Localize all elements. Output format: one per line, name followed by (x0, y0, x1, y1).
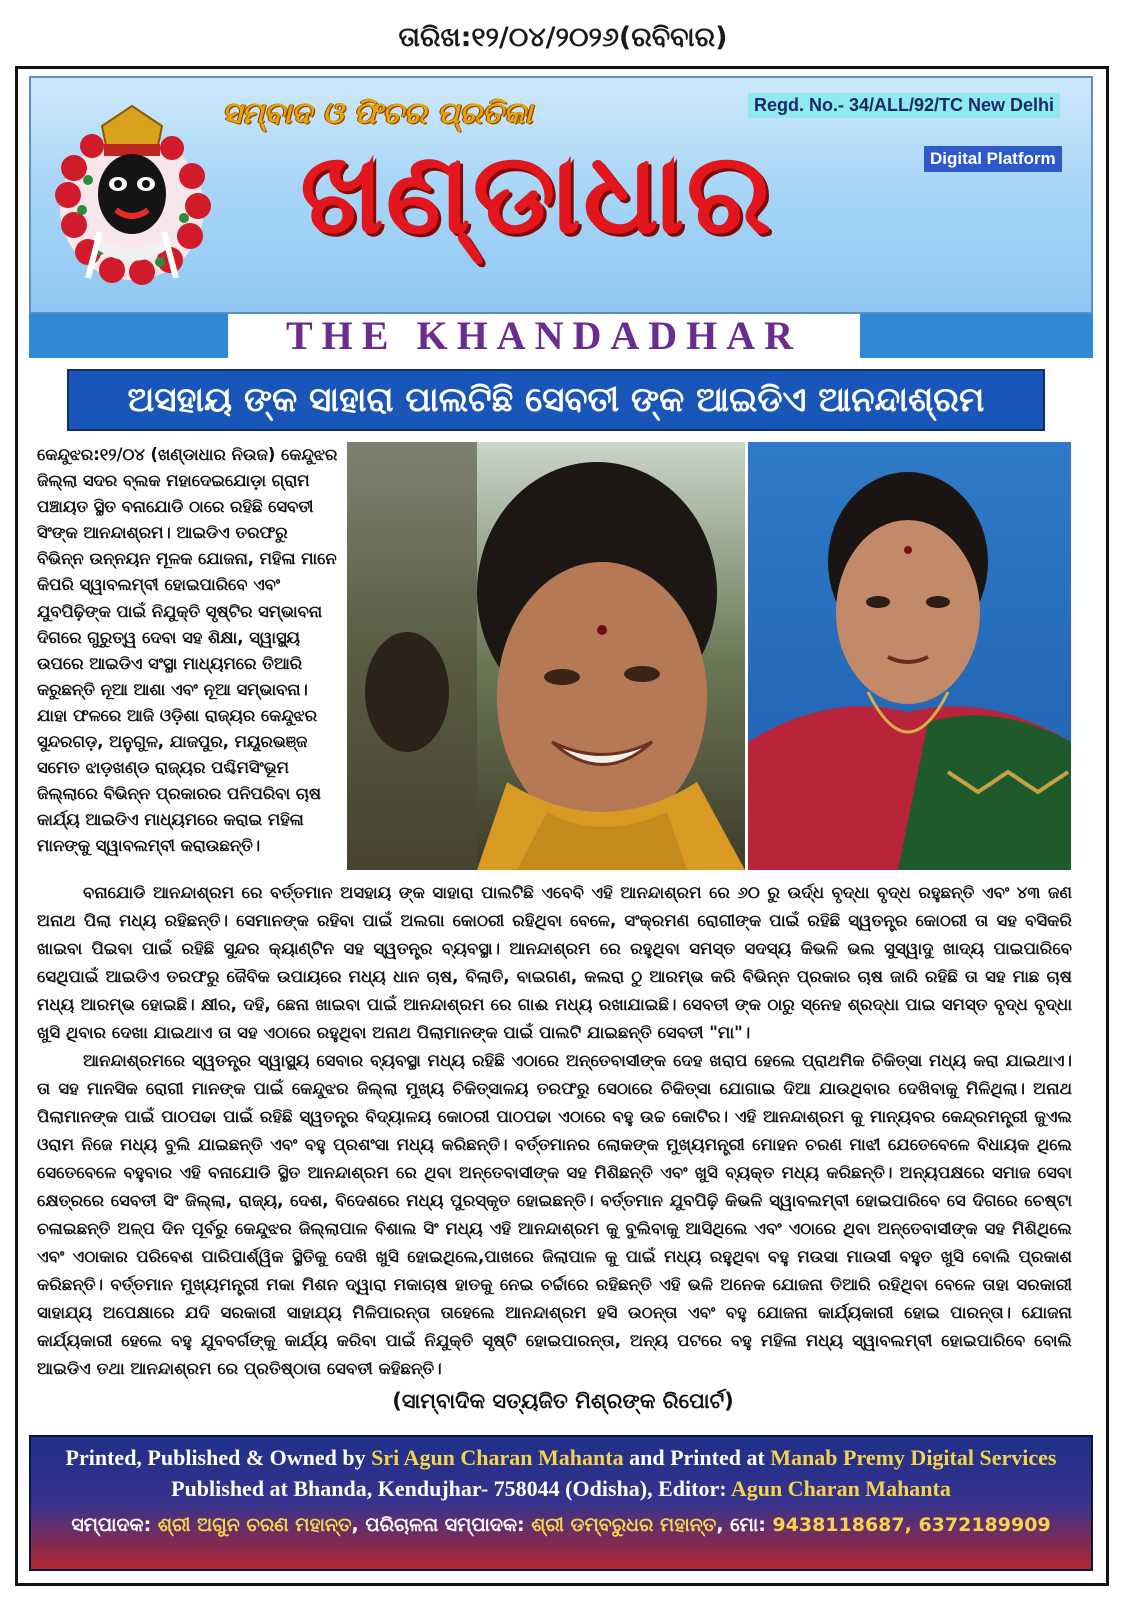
footer-printer: Manab Premy Digital Services (770, 1445, 1057, 1470)
english-title: THE KHANDADHAR (285, 313, 803, 358)
digital-platform-badge: Digital Platform (924, 146, 1062, 172)
article-paragraph: ବନାଯୋଡି ଆନନ୍ଦାଶ୍ରମ ରେ ବର୍ତ୍ତମାନ ଅସହାୟ ଙ୍କ ସାହାରା ପାଲଟିଛି ଏବେବି ଏହି ଆନନ୍ଦାଶ୍ରମ ରେ ୬୦ ରୁ ଉର୍ଦ୍ଧ ବୃଦ୍ଧା ବୃଦ୍ଧ ରହୁଛନ୍ତି ଏବଂ ୪୩ ଜଣ ଅନାଥ ପିଲା ମଧ୍ୟ ରହିଛନ୍ତି। ସେମାନଙ୍କ ରହିବା ପାଇଁ ଅଲଗା କୋଠରୀ ରହିଥିବା ବେଳେ, ସଂକ୍ରମଣ ରୋଗୀଙ୍କ ପାଇଁ ରହିଛି ସ୍ୱତନ୍ତ୍ର କୋଠରୀ ତା ସହ ବସିକରି ଖାଇବା ପିଇବା ପାଇଁ ରହିଛି ସୁନ୍ଦର କ୍ୟାଣ୍ଟିନ ସହ ସ୍ୱତନ୍ତ୍ର ବ୍ୟବସ୍ଥା। ଆନନ୍ଦାଶ୍ରମ ରେ ରହୁଥିବା ସମସ୍ତ ସଦସ୍ୟ କିଭଳି ଭଲ ସୁସ୍ୱାଦୁ ଖାଦ୍ୟ ପାଇପାରିବେ ସେଥିପାଇଁ ଆଇଡିଏ ତରଫରୁ ଜୈବିକ ଉପାୟରେ ମଧ୍ୟ ଧାନ ଚାଷ, ବିଲାତି, ବାଇଗଣ, କଲରା ଠୁ ଆରମ୍ଭ କରି ବିଭିନ୍ନ ପ୍ରକାର ଚାଷ ଜାରି ରହିଛି ତା ସହ ମାଛ ଚାଷ ମଧ୍ୟ ଆରମ୍ଭ ହୋଇଛି। କ୍ଷୀର, ଦହି, ଛେନା ଖାଇବା ପାଇଁ ଆନନ୍ଦାଶ୍ରମ ରେ ଗାଈ ମଧ୍ୟ ରଖାଯାଇଛି। ସେବତୀ ଙ୍କ ଠାରୁ ସ୍ନେହ ଶ୍ରଦ୍ଧା ପାଇ ସମସ୍ତ ବୃଦ୍ଧ ବୃଦ୍ଧା ଖୁସି ଥିବାର ଦେଖା ଯାଇଥାଏ ତା ସହ ଏଠାରେ ରହୁଥିବା ଅନାଥ ପିଲାମାନଙ୍କ ପାଇଁ ପାଲଟି ଯାଇଛନ୍ତି ସେବତୀ "ମା"। (37, 883, 1072, 1042)
footer-line-3 (31, 1514, 1091, 1536)
article-body (37, 879, 1072, 1383)
headline-box (67, 369, 1045, 431)
byline: (ସାମ୍ବାଦିକ ସତ୍ୟଜିତ ମିଶ୍ରଙ୍କ ରିପୋର୍ଟ) (392, 1389, 734, 1413)
masthead-subhead: ସମ୍ବାଦ ଓ ଫିଚର ପ୍ରତିକା (222, 96, 533, 131)
footer-line-2 (31, 1476, 1091, 1502)
footer-owner: Sri Agun Charan Mahanta (371, 1445, 624, 1470)
footer-text: , ମୋ: (716, 1514, 773, 1536)
footer-text: Printed, Published & Owned by (65, 1445, 372, 1470)
headline: ଅସହାୟ ଙ୍କ ସାହାରା ପାଲଟିଛି ସେବତୀ ଙ୍କ ଆଇଡିଏ ଆନନ୍ଦାଶ୍ରମ (127, 380, 985, 420)
footer-text: ସମ୍ପାଦକ: (71, 1514, 158, 1536)
masthead-title: ଖଣ୍ଡାଧାର (300, 128, 774, 259)
lead-paragraph: କେନ୍ଦୁଝର:୧୨/୦୪ (ଖଣ୍ଡାଧାର ନିଉଜ) କେନ୍ଦୁଝର ଜିଲ୍ଲା ସଦର ବ୍ଲକ ମହାଦେଇଯୋଡ଼ା ଗ୍ରାମ ପଞ୍ଚାୟତ ସ୍ଥିତ ବନାଯୋଡି ଠାରେ ରହିଛି ସେବତୀ ସିଂଙ୍କ ଆନନ୍ଦାଶ୍ରମ। ଆଇଡିଏ ତରଫରୁ ବିଭିନ୍ନ ଉନ୍ନୟନ ମୂଳକ ଯୋଜନା, ମହିଳା ମାନେ କିପରି ସ୍ୱାବଲମ୍ବୀ ହୋଇପାରିବେ ଏବଂ ଯୁବପିଢ଼ିଙ୍କ ପାଇଁ ନିଯୁକ୍ତି ସୃଷ୍ଟିର ସମ୍ଭାବନା ଦିଗରେ ଗୁରୁତ୍ୱ ଦେବା ସହ ଶିକ୍ଷା, ସ୍ୱାସ୍ଥ୍ୟ ଉପରେ ଆଇଡିଏ ସଂସ୍ଥା ମାଧ୍ୟମରେ ତିଆରି କରୁଛନ୍ତି ନୂଆ ଆଶା ଏବଂ ନୂଆ ସମ୍ଭାବନା। ଯାହା ଫଳରେ ଆଜି ଓଡ଼ିଶା ରାଜ୍ୟର କେନ୍ଦୁଝର ସୁନ୍ଦରଗଡ଼, ଅନୁଗୁଳ, ଯାଜପୁର, ମୟୂରଭଞ୍ଜ ସମେତ ଝାଡ଼ଖଣ୍ଡ ରାଜ୍ୟର ପଶ୍ଚିମସିଂଭୂମ ଜିଲ୍ଲାରେ ବିଭିନ୍ନ ପ୍ରକାରର ପନିପରିବା ଚାଷ କାର୍ଯ୍ୟ ଆଇଡିଏ ମାଧ୍ୟମରେ କରାଇ ମହିଳା ମାନଙ୍କୁ ସ୍ୱାବଲମ୍ବୀ କରାଉଛନ୍ତି। (37, 445, 338, 856)
footer-text: and Printed at (623, 1445, 771, 1470)
footer-text: , ପରିଚାଳନା ସମ୍ପାଦକ: (351, 1514, 532, 1536)
footer (29, 1435, 1093, 1571)
footer-phone: 9438118687, 6372189909 (772, 1514, 1051, 1536)
footer-text: Published at Bhanda, Kendujhar- 758044 (Odisha), Editor: (171, 1476, 731, 1501)
english-title-box (228, 314, 860, 358)
woman-portrait-photo (748, 442, 1071, 870)
date-line: ତାରିଖ:୧୨/୦୪/୨୦୨୬(ରବିବାର) (398, 22, 728, 53)
registration-badge: Regd. No.- 34/ALL/92/TC New Delhi (748, 93, 1060, 118)
footer-editor: Agun Charan Mahanta (730, 1476, 951, 1501)
article-paragraph: ଆନନ୍ଦାଶ୍ରମରେ ସ୍ୱତନ୍ତ୍ର ସ୍ୱାସ୍ଥ୍ୟ ସେବାର ବ୍ୟବସ୍ଥା ମଧ୍ୟ ରହିଛି ଏଠାରେ ଅନ୍ତେବାସୀଙ୍କ ଦେହ ଖରାପ ହେଲେ ପ୍ରାଥମିକ ଚିକିତ୍ସା ମଧ୍ୟ କରା ଯାଇଥାଏ। ତା ସହ ମାନସିକ ରୋଗୀ ମାନଙ୍କ ପାଇଁ କେନ୍ଦୁଝର ଜିଲ୍ଲା ମୁଖ୍ୟ ଚିକିତ୍ସାଳୟ ତରଫରୁ ସେଠାରେ ଚିକିତ୍ସା ଯୋଗାଇ ଦିଆ ଯାଉଥିବାର ଦେଖିବାକୁ ମିଳିଥିଲା। ଅନାଥ ପିଲାମାନଙ୍କ ପାଇଁ ପାଠପଢା ପାଇଁ ରହିଛି ସ୍ୱତନ୍ତ୍ର ବିଦ୍ୟାଳୟ କୋଠରୀ ପାଠପଢା ଏଠାରେ ବହୁ ଉଚ୍ଚ କୋଟିର। ଏହି ଆନନ୍ଦାଶ୍ରମ କୁ ମାନ୍ୟବର କେନ୍ଦ୍ରମନ୍ତ୍ରୀ ଜୁଏଲ ଓରାମ ନିଜେ ମଧ୍ୟ ବୁଲି ଯାଇଛନ୍ତି ଏବଂ ବହୁ ପ୍ରଶଂସା ମଧ୍ୟ କରିଛନ୍ତି। ବର୍ତ୍ତମାନର ଲୋକଙ୍କ ମୁଖ୍ୟମନ୍ତ୍ରୀ ମୋହନ ଚରଣ ମାଝୀ ଯେତେବେଳେ ବିଧାୟକ ଥିଲେ ସେତେବେଳେ ବହୁବାର ଏହି ବନାଯୋଡି ସ୍ଥିତ ଆନନ୍ଦାଶ୍ରମ ରେ ଥିବା ଅନ୍ତେବାସୀଙ୍କ ସହ ମିଶିଛନ୍ତି ଏବଂ ଖୁସି ବ୍ୟକ୍ତ ମଧ୍ୟ କରିଛନ୍ତି। ଅନ୍ୟପକ୍ଷରେ ସମାଜ ସେବା କ୍ଷେତ୍ରରେ ସେବତୀ ସିଂ ଜିଲ୍ଲା, ରାଜ୍ୟ, ଦେଶ, ବିଦେଶରେ ମଧ୍ୟ ପୁରସ୍କୃତ ହୋଇଛନ୍ତି। ବର୍ତ୍ତମାନ ଯୁବପିଢ଼ି କିଭଳି ସ୍ୱାବଲମ୍ବୀ ହୋଇପାରିବେ ସେ ଦିଗରେ ଚେଷ୍ଟା ଚଳାଇଛନ୍ତି ଅଳ୍ପ ଦିନ ପୂର୍ବରୁ କେନ୍ଦୁଝର ଜିଲ୍ଲାପାଳ ବିଶାଲ ସିଂ ମଧ୍ୟ ଏହି ଆନନ୍ଦାଶ୍ରମ କୁ ବୁଲିବାକୁ ଆସିଥିଲେ ଏବଂ ଏଠାରେ ଥିବା ଅନ୍ତେବାସୀଙ୍କ ସହ ମିଶିଥିଲେ ଏବଂ ଏଠାକାର ପରିବେଶ ପାରିପାର୍ଶ୍ୱିକ ସ୍ଥିତିକୁ ଦେଖି ଖୁସି ହୋଇଥିଲେ,ପାଖରେ ଜିଲାପାଳ କୁ ପାଇଁ ମଧ୍ୟ ରହୁଥିବା ବହୁ ମଉସା ମାଉସୀ ବହୁତ ଖୁସି ବୋଲି ପ୍ରକାଶ କରିଛନ୍ତି। ବର୍ତ୍ତମାନ ମୁଖ୍ୟମନ୍ତ୍ରୀ ମକା ମିଶନ ଦ୍ୱାରା ମକାଚାଷ ହାତକୁ ନେଇ ଚର୍ଚ୍ଚାରେ ରହିଛନ୍ତି ଏହି ଭଳି ଅନେକ ଯୋଜନା ତିଆରି ରହିଥିବା ବେଳେ ତାହା ସରକାରୀ ସାହାଯ୍ୟ ଅପେକ୍ଷାରେ ଯଦି ସରକାରୀ ସାହାଯ୍ୟ ମିଳିପାରନ୍ତା ତାହେଲେ ଆନନ୍ଦାଶ୍ରମ ହସି ଉଠନ୍ତା ଏବଂ ବହୁ ଯୋଜନା କାର୍ଯ୍ୟକାରୀ ହୋଇ ପାରନ୍ତା। ଯୋଜନା କାର୍ଯ୍ୟକାରୀ ହେଲେ ବହୁ ଯୁବବର୍ଗଙ୍କୁ କାର୍ଯ୍ୟ କରିବା ପାଇଁ ନିଯୁକ୍ତି ସୃଷ୍ଟି ହୋଇପାରନ୍ତା, ଅନ୍ୟ ପଟରେ ବହୁ ମହିଳା ମଧ୍ୟ ସ୍ୱାବଲମ୍ବୀ ହୋଇପାରିବେ ବୋଲି ଆଇଡିଏ ତଥା ଆନନ୍ଦାଶ୍ରମ ରେ ପ୍ରତିଷ୍ଠାତା ସେବତୀ କହିଛନ୍ତି। (37, 1051, 1072, 1378)
footer-line-1 (31, 1445, 1091, 1471)
footer-editor-odia: ଶ୍ରୀ ଅଗୁନ ଚରଣ ମହାନ୍ତ (157, 1514, 352, 1536)
footer-managing-editor: ଶ୍ରୀ ଡମ୍ବରୁଧର ମହାନ୍ତ (531, 1514, 717, 1536)
woman-smiling-photo (347, 442, 745, 870)
deity-icon (48, 100, 216, 290)
